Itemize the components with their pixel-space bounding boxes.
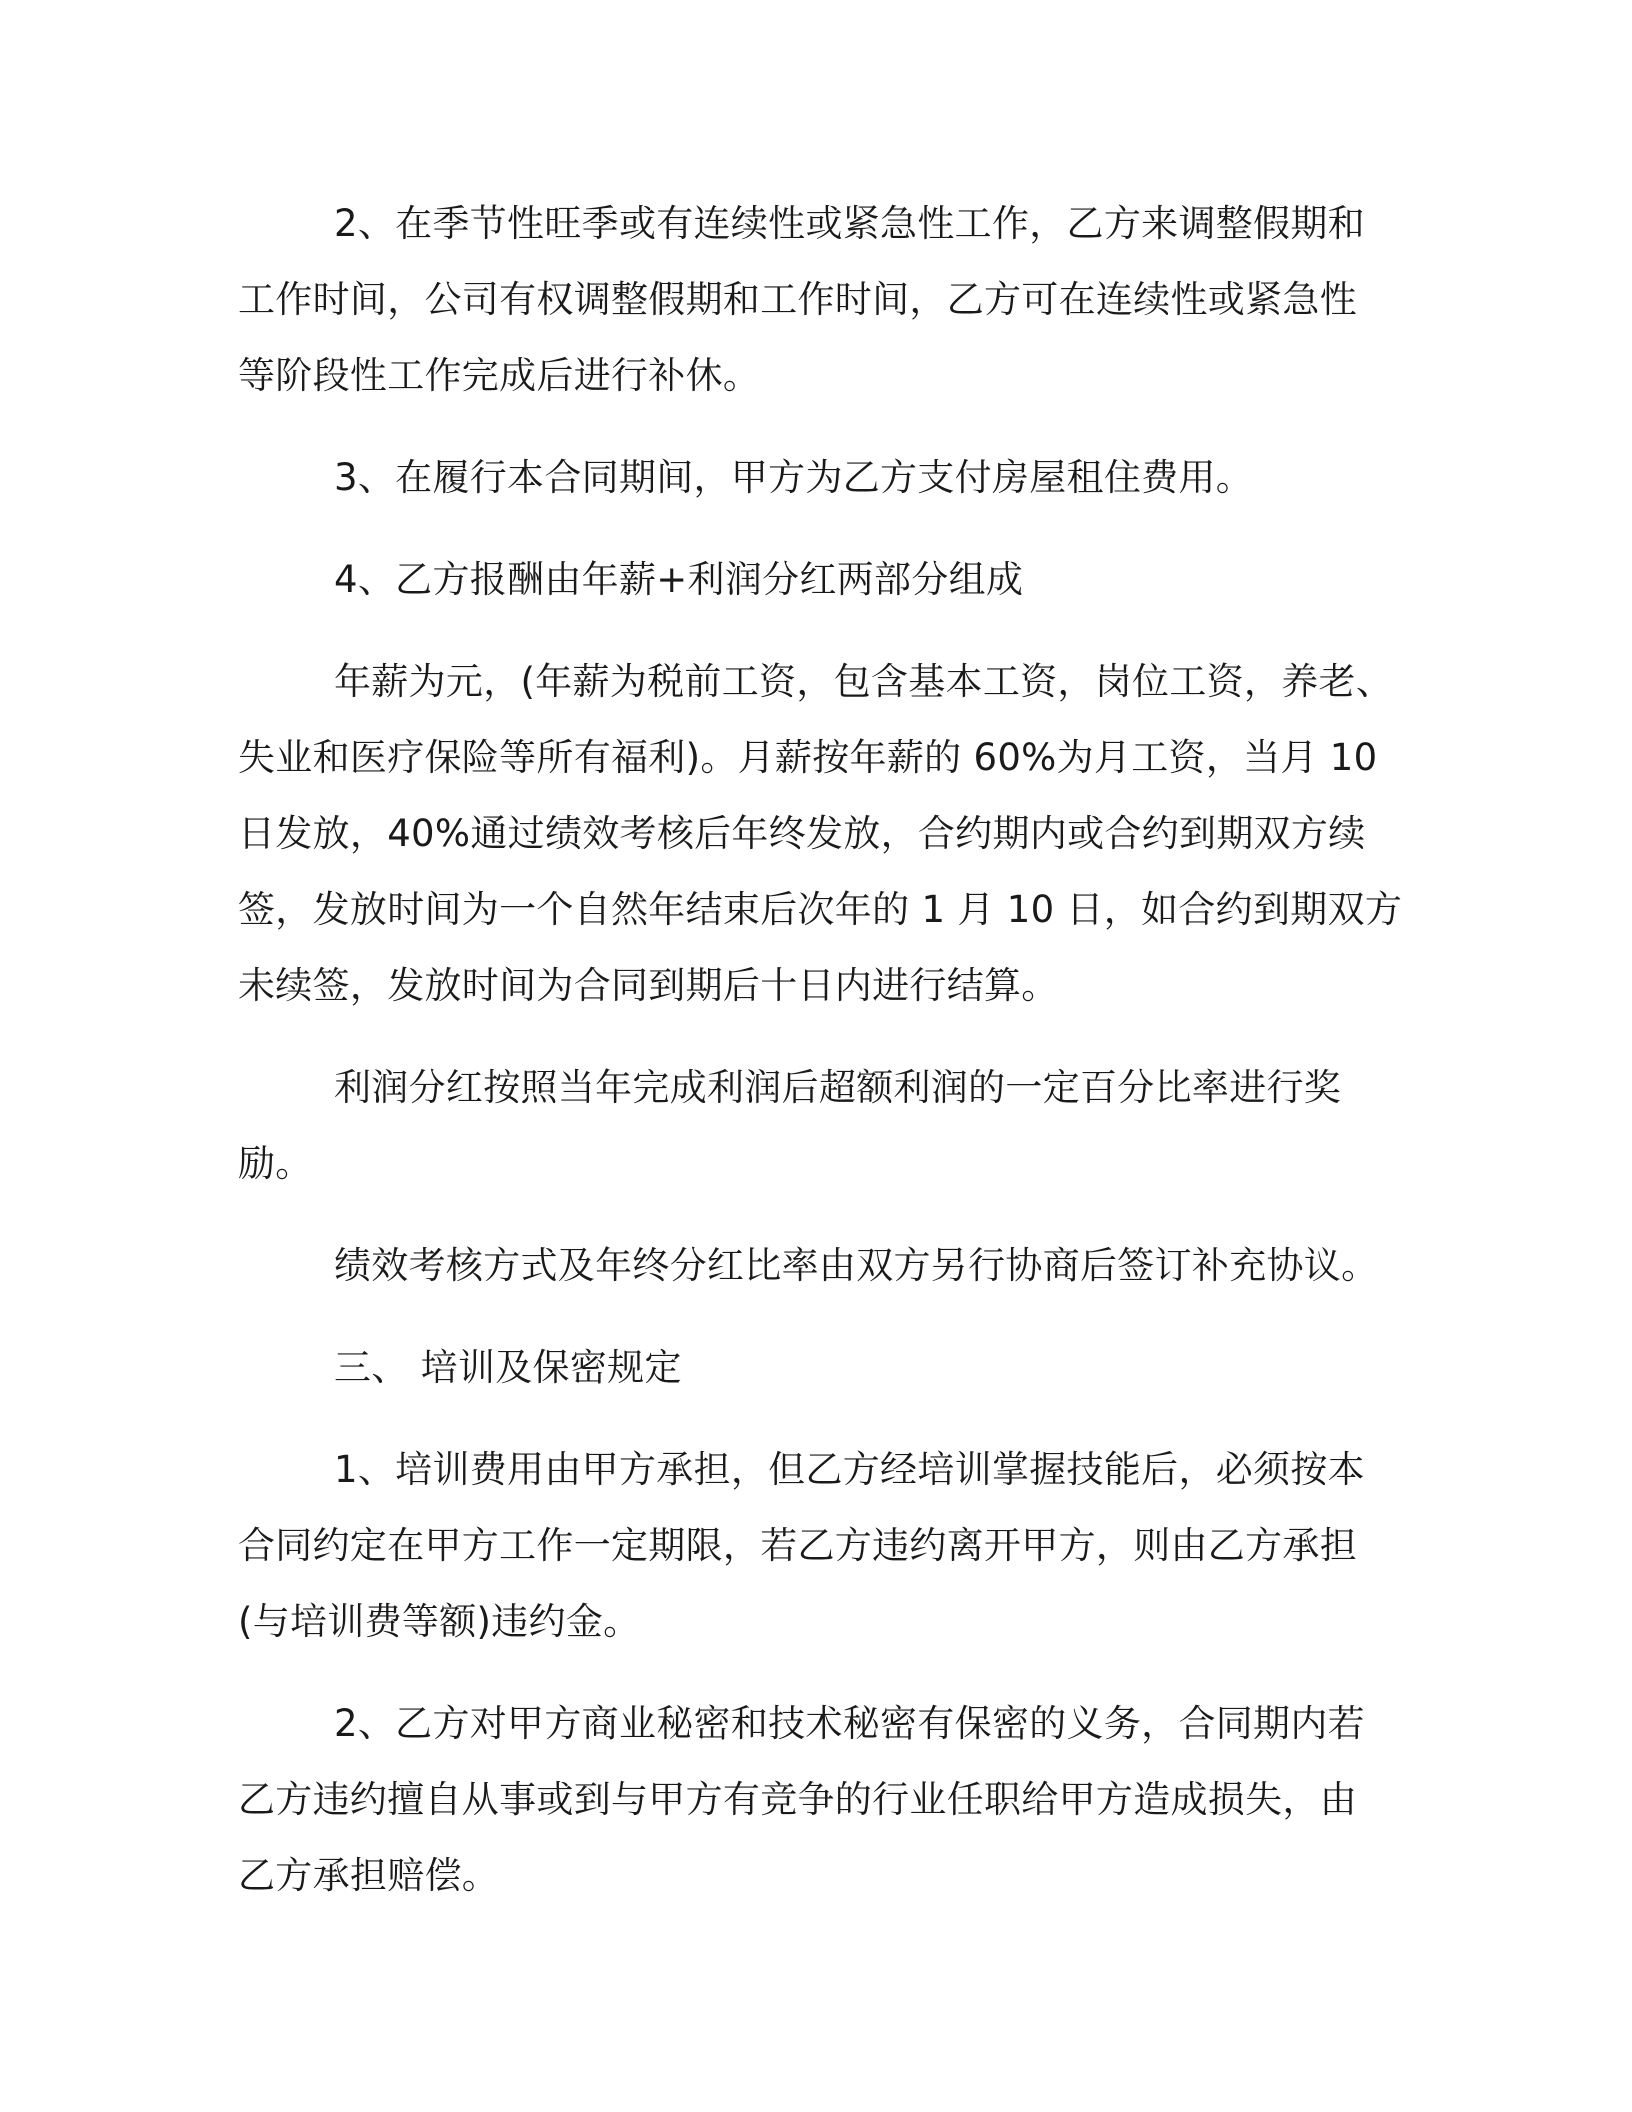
text-line: 工作时间，公司有权调整假期和工作时间，乙方可在连续性或紧急性 [238,278,1357,321]
text-line: 签，发放时间为一个自然年结束后次年的 1 月 10 日，如合约到期双方 [238,888,1403,931]
paragraph-confidentiality [238,1686,1408,1914]
text-line: 3、在履行本合同期间，甲方为乙方支付房屋租住费用。 [334,456,1254,499]
text-line: 未续签，发放时间为合同到期后十日内进行结算。 [238,964,1059,1007]
text-line: 年薪为元，(年薪为税前工资，包含基本工资，岗位工资，养老、 [334,660,1394,703]
text-line: 利润分红按照当年完成利润后超额利润的一定百分比率进行奖励。 [238,1066,1342,1185]
paragraph-performance-review [238,1228,1408,1304]
text-line: 乙方承担赔偿。 [238,1854,500,1897]
section-heading-training-confidentiality [238,1330,1408,1406]
paragraph-clause-3-housing [238,440,1408,516]
text-line: 4、乙方报酬由年薪+利润分红两部分组成 [334,558,1024,601]
text-line: 等阶段性工作完成后进行补休。 [238,354,761,397]
paragraph-profit-share [238,1050,1408,1202]
text-line: 绩效考核方式及年终分红比率由双方另行协商后签订补充协议。 [334,1244,1379,1287]
paragraph-annual-salary [238,644,1408,1024]
text-line: 2、在季节性旺季或有连续性或紧急性工作，乙方来调整假期和 [334,202,1365,245]
text-line: 三、 培训及保密规定 [334,1346,682,1389]
text-line: 合同约定在甲方工作一定期限，若乙方违约离开甲方，则由乙方承担 [238,1524,1357,1567]
text-line: 2、乙方对甲方商业秘密和技术秘密有保密的义务，合同期内若 [334,1702,1365,1745]
text-line: (与培训费等额)违约金。 [238,1600,641,1643]
paragraph-clause-4-pay [238,542,1408,618]
text-line: 日发放，40%通过绩效考核后年终发放，合约期内或合约到期双方续 [238,812,1366,855]
document-body [238,186,1408,1914]
paragraph-clause-2-hours [238,186,1408,414]
paragraph-training-cost [238,1432,1408,1660]
text-line: 乙方违约擅自从事或到与甲方有竞争的行业任职给甲方造成损失，由 [238,1778,1357,1821]
text-line: 1、培训费用由甲方承担，但乙方经培训掌握技能后，必须按本 [334,1448,1365,1491]
text-line: 失业和医疗保险等所有福利)。月薪按年薪的 60%为月工资，当月 10 [238,736,1378,779]
